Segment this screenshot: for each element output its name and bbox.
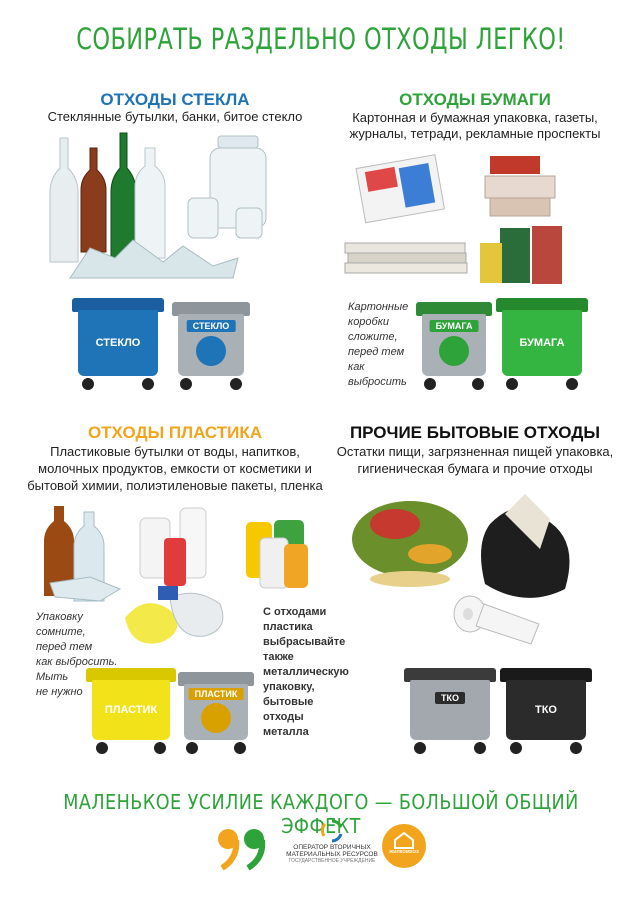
- other-section-desc-2: гигиеническая бумага и прочие отходы: [357, 461, 593, 476]
- house-icon: [393, 831, 415, 849]
- glass-section-title: ОТХОДЫ СТЕКЛА: [100, 90, 250, 109]
- glass-bin-blue: [72, 298, 164, 390]
- other-items-illustration: [350, 484, 600, 664]
- operator-logo: ОПЕРАТОР ВТОРИЧНЫХ МАТЕРИАЛЬНЫХ РЕСУРСОВ ГОСУДАРСТВЕННОЕ УЧРЕЖДЕНИЕ: [282, 818, 382, 864]
- zhilkomhoz-logo: ЖИЛКОМХОЗ: [382, 824, 426, 868]
- footer-slogan: МАЛЕНЬКОЕ УСИЛИЕ КАЖДОГО — БОЛЬШОЙ ОБЩИЙ ЭФФЕКТ: [63, 790, 579, 838]
- paper-section-desc-1: Картонная и бумажная упаковка, газеты,: [352, 110, 598, 125]
- other-bin-gray: [404, 668, 496, 754]
- plastic-bin-tag: ПЛАСТИК: [189, 688, 244, 700]
- paper-bin-tag: БУМАГА: [430, 320, 479, 332]
- other-bin-label: ТКО: [535, 704, 557, 717]
- bottle-icon: [196, 336, 226, 366]
- plastic-section-title: ОТХОДЫ ПЛАСТИКА: [87, 423, 263, 442]
- plastic-note-right: С отходами пластика выбрасывайте также металлическую упаковку, бытовые отходы металла: [263, 606, 349, 738]
- paper-bin-green: [496, 298, 588, 390]
- plastic-bin-yellow: [86, 668, 176, 754]
- glass-items-illustration: [40, 128, 280, 288]
- plastic-note-left: Упаковку сомните, перед тем как выбросить. Мыть не нужно: [36, 611, 118, 698]
- bottle-icon: [201, 703, 231, 733]
- paper-note: Картонные коробки сложите, перед тем как выбросить: [348, 301, 409, 388]
- other-section-desc-1: Остатки пищи, загрязненная пищей упаковка,: [336, 444, 614, 459]
- plastic-section-desc-3: бытовой химии, полиэтиленовые пакеты, пленка: [27, 478, 323, 493]
- glass-bin-tag: СТЕКЛО: [187, 320, 236, 332]
- other-section-title: ПРОЧИЕ БЫТОВЫЕ ОТХОДЫ: [349, 423, 601, 442]
- recycle-icon: [319, 818, 345, 844]
- paper-items-illustration: [340, 148, 590, 298]
- page-title: СОБИРАТЬ РАЗДЕЛЬНО ОТХОДЫ ЛЕГКО!: [76, 22, 566, 56]
- paper-section-title: ОТХОДЫ БУМАГИ: [399, 90, 551, 109]
- plastic-section-desc-2: молочных продуктов, емкости от косметики и: [38, 461, 312, 476]
- ninety-nine-logo: [214, 826, 270, 870]
- plastic-bin-gray: [178, 672, 254, 754]
- other-bin-black: [500, 668, 592, 754]
- paper-section-desc-2: журналы, тетради, рекламные проспекты: [349, 126, 601, 141]
- paper-bin-label: БУМАГА: [519, 336, 565, 349]
- glass-bin-label: СТЕКЛО: [95, 336, 141, 349]
- box-icon: [439, 336, 469, 366]
- paper-bin-gray: [416, 302, 492, 390]
- glass-bin-gray: [172, 302, 250, 390]
- glass-section-desc: Стеклянные бутылки, банки, битое стекло: [47, 109, 303, 124]
- plastic-section-desc-1: Пластиковые бутылки от воды, напитков,: [50, 444, 300, 459]
- other-bin-tag: ТКО: [435, 692, 465, 704]
- plastic-bin-label: ПЛАСТИК: [104, 704, 158, 717]
